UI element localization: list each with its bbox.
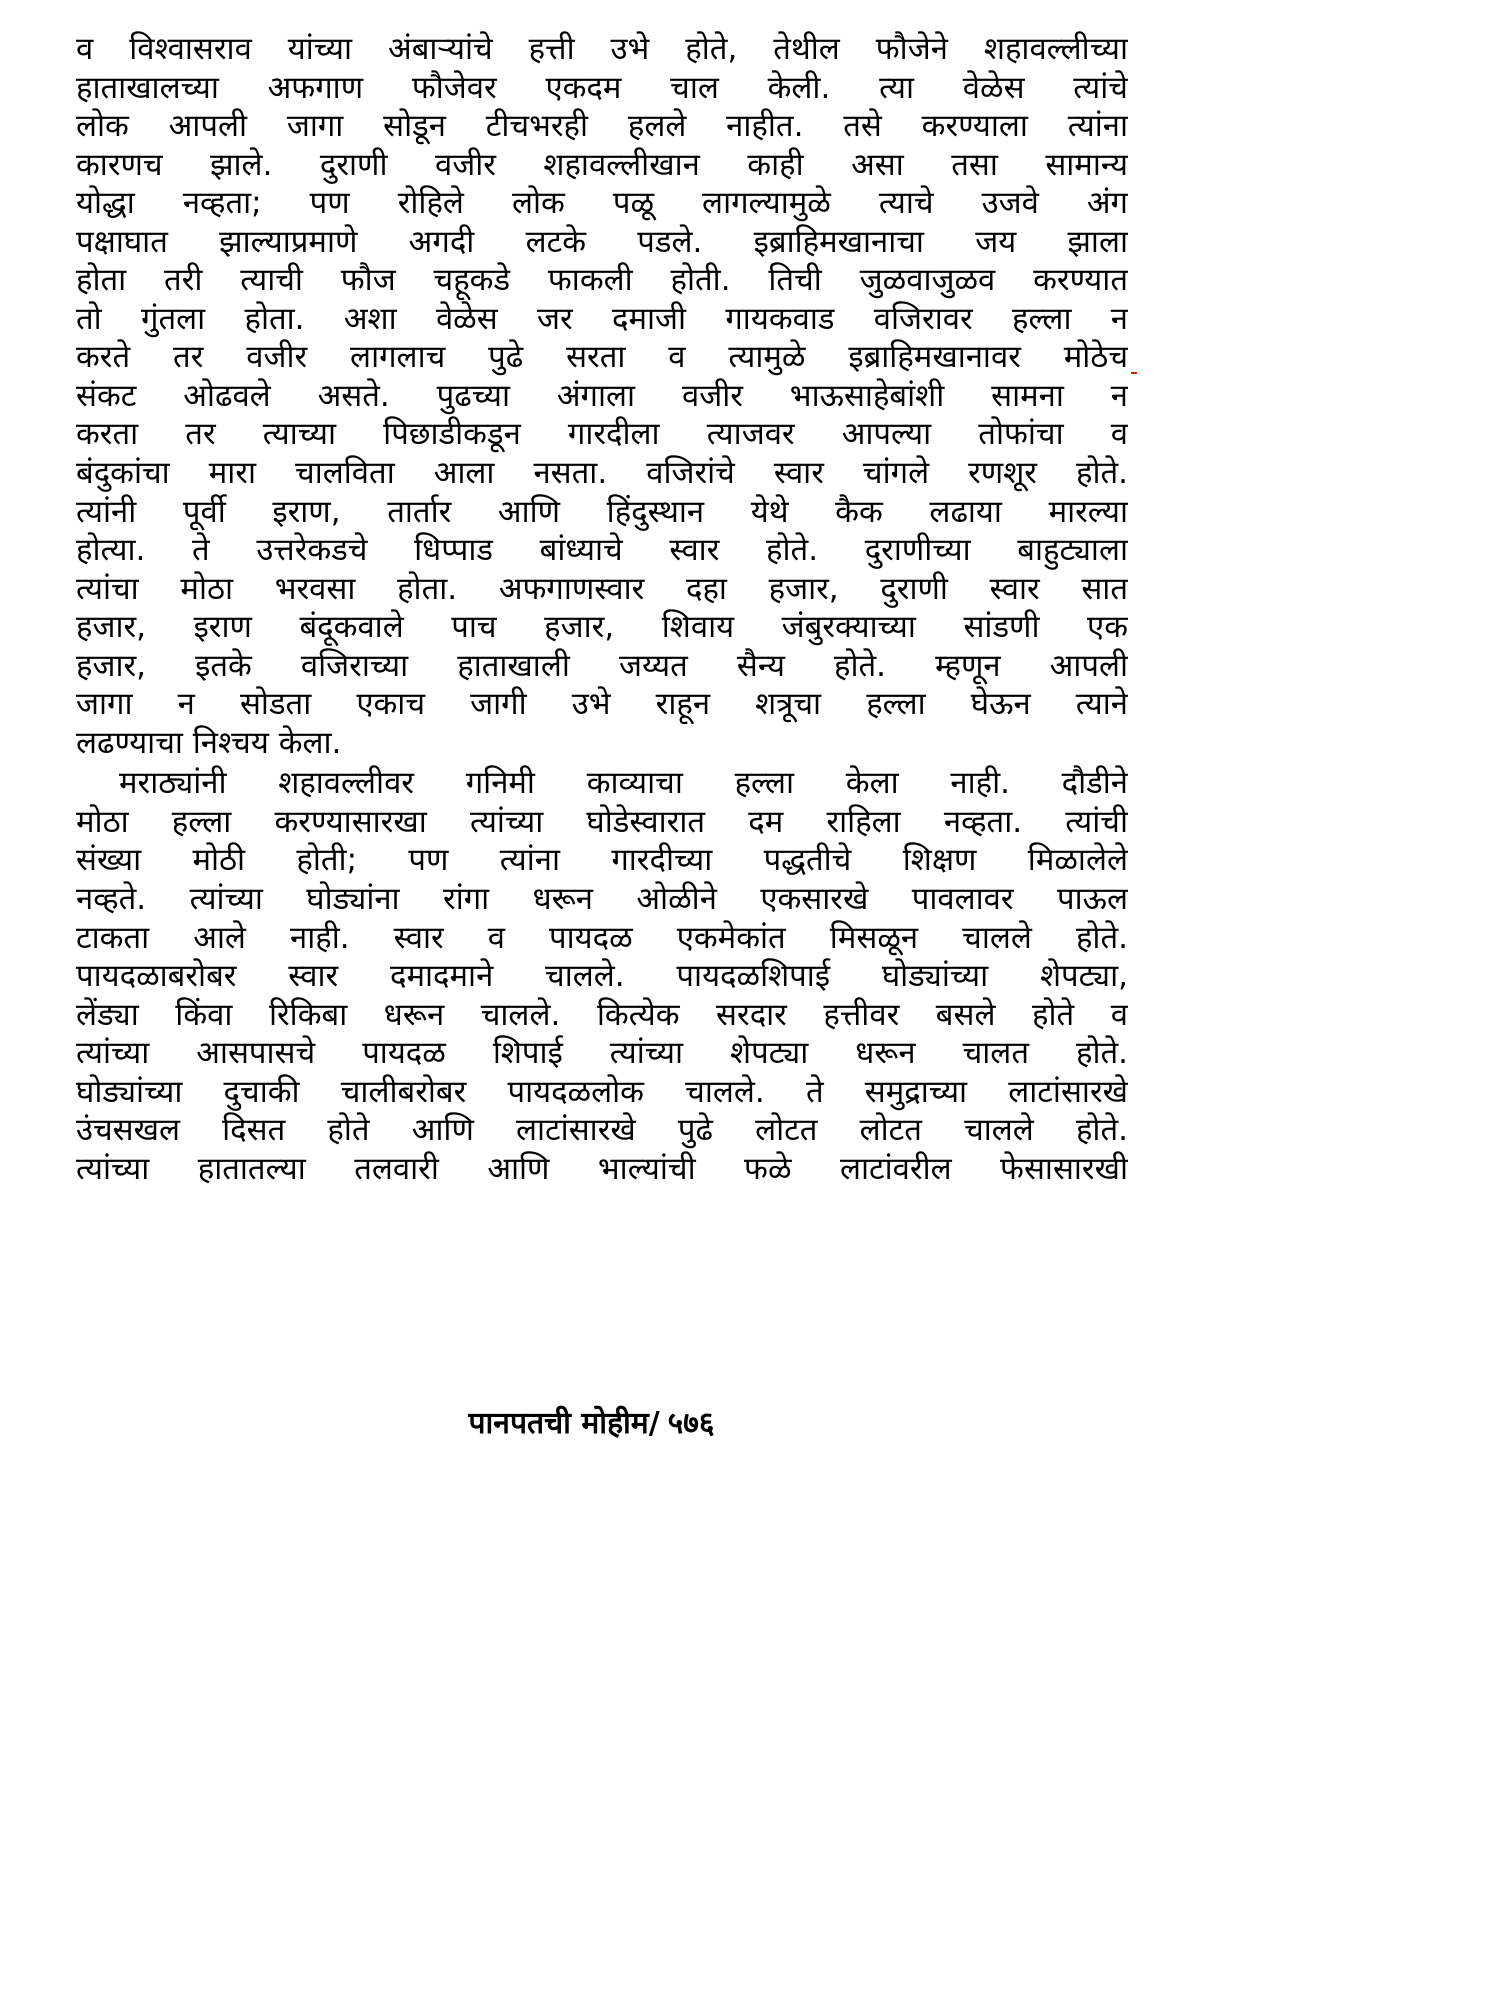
text-line: योद्धा नव्हता; पण रोहिले लोक पळू लागल्यामुळे त्याचे उजवे अंग xyxy=(76,185,1128,222)
text-line: घोड्यांच्या दुचाकी चालीबरोबर पायदळलोक चालले. ते समुद्राच्या लाटांसारखे xyxy=(76,1073,1128,1110)
page-footer xyxy=(0,1404,1175,1444)
text-line: लेंड्या किंवा रिकिबा धरून चालले. कित्येक सरदार हत्तीवर बसले होते व xyxy=(76,996,1128,1033)
text-line: तो गुंतला होता. अशा वेळेस जर दमाजी गायकवाड वजिरावर हल्ला न xyxy=(76,300,1128,337)
text-line: लोक आपली जागा सोडून टीचभरही हलले नाहीत. तसे करण्याला त्यांना xyxy=(76,108,1128,145)
paragraph-2 xyxy=(76,764,1128,1188)
text-line: मराठ्यांनी शहावल्लीवर गनिमी काव्याचा हल्ला केला नाही. दौडीने xyxy=(119,765,1128,802)
footer-title: पानपतची मोहीम/ xyxy=(468,1406,660,1441)
text-line: पायदळाबरोबर स्वार दमादमाने चालले. पायदळशिपाई घोड्यांच्या शेपट्या, xyxy=(76,958,1128,995)
text-line: व विश्वासराव यांच्या अंबाऱ्यांचे हत्ती उभे होते, तेथील फौजेने शहावल्लीच्या xyxy=(76,31,1128,67)
text-line: होता तरी त्याची फौज चहूकडे फाकली होती. तिची जुळवाजुळव करण्यात xyxy=(76,262,1128,299)
text-line: त्यांच्या आसपासचे पायदळ शिपाई त्यांच्या शेपट्या धरून चालत होते. xyxy=(76,1035,1128,1072)
red-pen-mark xyxy=(1131,372,1137,374)
text-line: नव्हते. त्यांच्या घोड्यांना रांगा धरून ओळीने एकसारखे पावलावर पाऊल xyxy=(76,881,1128,918)
text-line: संकट ओढवले असते. पुढच्या अंगाला वजीर भाऊसाहेबांशी सामना न xyxy=(76,377,1128,414)
text-line: हजार, इतके वजिराच्या हाताखाली जय्यत सैन्य होते. म्हणून आपली xyxy=(76,647,1128,684)
page-number: ५७६ xyxy=(667,1406,715,1441)
text-line: जागा न सोडता एकाच जागी उभे राहून शत्रूचा हल्ला घेऊन त्याने xyxy=(76,686,1128,723)
text-line: हजार, इराण बंदूकवाले पाच हजार, शिवाय जंबुरक्याच्या सांडणी एक xyxy=(76,609,1128,646)
text-line: उंचसखल दिसत होते आणि लाटांसारखे पुढे लोटत लोटत चालले होते. xyxy=(76,1112,1128,1149)
text-line: टाकता आले नाही. स्वार व पायदळ एकमेकांत मिसळून चालले होते. xyxy=(76,919,1128,956)
text-line: करते तर वजीर लागलाच पुढे सरता व त्यामुळे इब्राहिमखानावर मोठेच xyxy=(76,339,1128,376)
text-line: मोठा हल्ला करण्यासारखा त्यांच्या घोडेस्वारात दम राहिला नव्हता. त्यांची xyxy=(76,803,1128,840)
text-line: त्यांच्या हातातल्या तलवारी आणि भाल्यांची फळे लाटांवरील फेसासारखी xyxy=(76,1150,1128,1187)
body-text xyxy=(76,30,1128,1188)
paragraph-1 xyxy=(76,30,1128,762)
text-line: करता तर त्याच्या पिछाडीकडून गारदीला त्याजवर आपल्या तोफांचा व xyxy=(76,416,1128,453)
text-line: होत्या. ते उत्तरेकडचे धिप्पाड बांध्याचे स्वार होते. दुराणीच्या बाहुट्याला xyxy=(76,532,1128,569)
text-line: त्यांनी पूर्वी इराण, तार्तार आणि हिंदुस्थान येथे कैक लढाया मारल्या xyxy=(76,493,1128,530)
text-line: हाताखालच्या अफगाण फौजेवर एकदम चाल केली. त्या वेळेस त्यांचे xyxy=(76,69,1128,106)
text-line: कारणच झाले. दुराणी वजीर शहावल्लीखान काही असा तसा सामान्य xyxy=(76,146,1128,183)
text-line: बंदुकांचा मारा चालविता आला नसता. वजिरांचे स्वार चांगले रणशूर होते. xyxy=(76,455,1128,492)
text-line: लढण्याचा निश्चय केला. xyxy=(76,724,342,761)
text-line: त्यांचा मोठा भरवसा होता. अफगाणस्वार दहा हजार, दुराणी स्वार सात xyxy=(76,570,1128,607)
text-line: पक्षाघात झाल्याप्रमाणे अगदी लटके पडले. इब्राहिमखानाचा जय झाला xyxy=(76,223,1128,260)
text-line: संख्या मोठी होती; पण त्यांना गारदीच्या पद्धतीचे शिक्षण मिळालेले xyxy=(76,842,1128,879)
